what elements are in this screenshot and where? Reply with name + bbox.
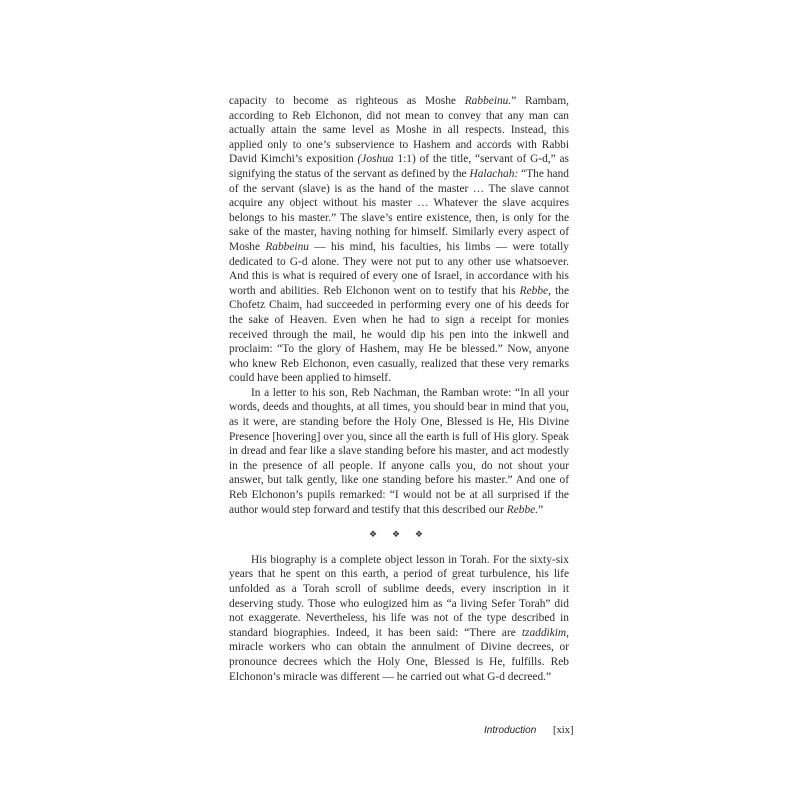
- italic-text-run: Rebbe.: [506, 503, 539, 516]
- italic-text-run: Halachah:: [469, 167, 519, 180]
- italic-text-run: tzaddikim,: [521, 626, 569, 639]
- text-run: — his mind, his faculties, his limbs — were totally dedicated to G-d alone. They were not put to any other use whatsoever. And this is what is required of every one of Israel, in accordance with his worth and abilities. Reb Elchonon went on to testify that his: [229, 240, 569, 297]
- section-divider-ornament: ❖ ❖ ❖: [369, 530, 429, 541]
- text-run: ” Rambam, according to Reb Elchonon, did not mean to convey that any man can actually attain the same level as Moshe in all respects. Instead, this applied only to one’s subservience to Hashem and accords with Rabbi David Kimchi’s exposition: [229, 95, 569, 166]
- text-run: capacity to become as righteous as Moshe: [229, 95, 465, 107]
- italic-text-run: Rebbe,: [519, 284, 551, 297]
- text-run: In a letter to his son, Reb Nachman, the Ramban wrote: “In all your words, deeds and thoughts, at all times, you should bear in mind that you, as it were, are standing before the Holy One, Blessed is He, His Divine Presence [hovering] over you, since all the earth is full of His glory. Speak in dread and fear like a slave standing before his master, and act modestly in the presence of all people. If anyone calls you, do not shout your answer, but talk gently, like one standing before his master.” And one of Reb Elchonon’s pupils remarked: “I would not be at all surprised if the author would step forward and testify that this described our: [229, 386, 569, 516]
- text-run: His biography is a complete object lesson in Torah. For the sixty-six years that he spent on this earth, a period of great turbulence, his life unfolded as a Torah scroll of sublime deeds, every inscription in it deserving study. Those who eulogized him as “a living Sefer Torah” did not exaggerate. Nevertheless, his life was not of the type described in standard biographies. Indeed, it has been said: “There are: [229, 553, 569, 639]
- italic-text-run: Rabbeinu.: [464, 95, 512, 107]
- running-footer: [484, 725, 573, 736]
- text-run: the Chofetz Chaim, had succeeded in performing every one of his deeds for the sake of Heaven. Even when he had to sign a receipt for monies received through the mail, he would dip his pen into the inkwell and proclaim: “To the glory of Hashem, may He be blessed.” Now, anyone who knew Reb Elchonon, even casually, realized that these very remarks could have been applied to himself.: [229, 284, 570, 385]
- text-run: “The hand of the servant (slave) is as the hand of the master … The slave cannot acquire any object without his master … Whatever the slave acquires belongs to his master.” The slave’s entire existence, then, is only for the sake of the master, having nothing for himself. Similarly every aspect of Moshe: [229, 167, 569, 253]
- page-number: [xix]: [553, 725, 574, 736]
- text-run: 1:1) of the title, “servant of G-d,” as signifying the status of the servant as defined by the: [229, 153, 569, 180]
- paragraph-2: [229, 386, 569, 517]
- text-run: ”: [538, 503, 544, 516]
- text-run: miracle workers who can obtain the annulment of Divine decrees, or pronounce decrees which the Holy One, Blessed is He, fulfills. Reb Elchonon’s miracle was different — he carried out what G-d decreed.”: [229, 641, 569, 683]
- page-body: [229, 94, 569, 684]
- italic-text-run: Rabbeinu: [265, 240, 309, 253]
- italic-text-run: (Joshua: [357, 153, 394, 166]
- running-title: Introduction: [484, 725, 537, 736]
- paragraph-3: [229, 553, 569, 684]
- paragraph-1: [229, 94, 569, 386]
